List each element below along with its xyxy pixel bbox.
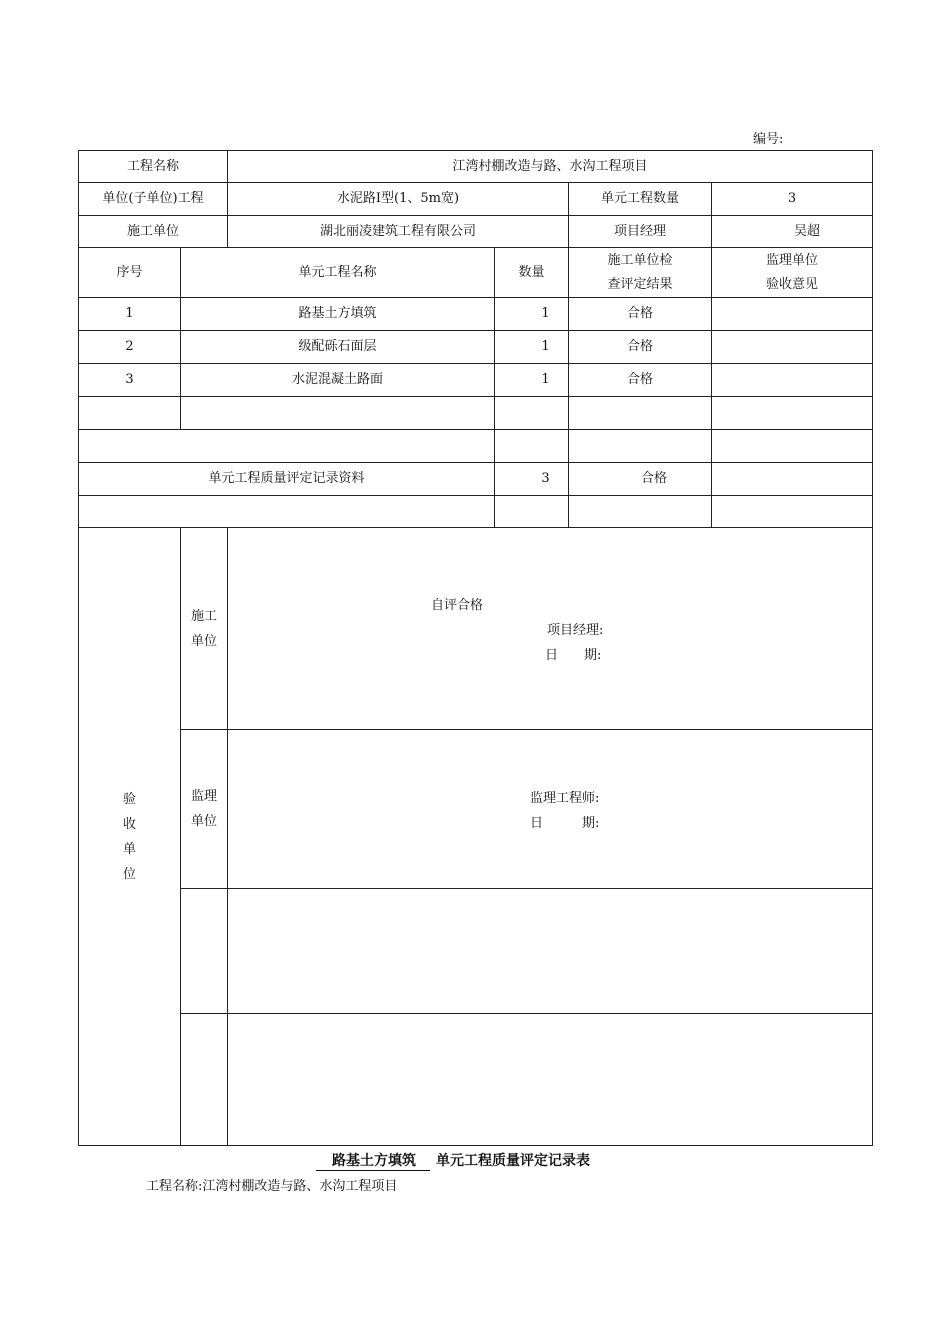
engineer-sign-label: 监理工程师:	[530, 791, 600, 806]
column-header-name: 单元工程名称	[298, 264, 377, 280]
constructor-label: 施工单位	[126, 223, 179, 239]
row-opinion	[712, 331, 872, 363]
row-seq: 2	[125, 339, 134, 354]
project-name-value: 江湾村棚改造与路、水沟工程项目	[452, 158, 648, 174]
row-result: 合格	[626, 339, 653, 354]
row-seq: 1	[125, 306, 134, 321]
row-qty: 1	[541, 339, 550, 354]
constructor-value: 湖北丽凌建筑工程有限公司	[319, 223, 476, 239]
summary-label: 单元工程质量评定记录资料	[208, 471, 365, 486]
unit-value: 水泥路Ⅰ型(1、5m宽)	[336, 191, 460, 206]
constructor-unit-label	[181, 528, 227, 729]
row-opinion	[712, 364, 872, 396]
date-label: 日 期:	[545, 648, 602, 663]
column-header-opinion-line2: 验收意见	[765, 276, 818, 292]
self-eval-text: 自评合格	[431, 598, 484, 613]
unit-count-value: 3	[787, 191, 797, 206]
date-label: 日 期:	[530, 816, 600, 831]
row-qty: 1	[541, 306, 550, 321]
supervisor-unit-char: 单位	[190, 814, 217, 829]
row-name: 水泥混凝土路面	[291, 372, 383, 387]
manager-sign-label: 项目经理:	[547, 623, 604, 638]
acceptance-char: 收	[122, 816, 136, 832]
row-name: 路基土方填筑	[298, 306, 377, 321]
constructor-unit-char: 单位	[190, 633, 217, 649]
summary-qty: 3	[541, 471, 550, 486]
column-header-result	[569, 248, 711, 297]
supervisor-unit-char: 监理	[190, 789, 217, 804]
manager-label: 项目经理	[613, 223, 666, 239]
form-title-subject: 路基土方填筑	[316, 1152, 430, 1171]
summary-result: 合格	[640, 471, 667, 486]
column-header-qty: 数量	[518, 264, 545, 280]
column-header-opinion	[712, 248, 872, 297]
row-result: 合格	[626, 306, 653, 321]
row-name: 级配砾石面层	[298, 339, 377, 354]
supervisor-unit-label	[181, 730, 227, 888]
column-header-seq: 序号	[116, 264, 143, 280]
doc-number-label: 编号:	[753, 132, 784, 147]
row-qty: 1	[541, 372, 550, 387]
manager-value: 吴超	[793, 223, 820, 239]
acceptance-char: 位	[122, 866, 136, 882]
column-header-opinion-line1: 监理单位	[765, 252, 818, 268]
form-title	[316, 1150, 590, 1171]
unit-count-label: 单元工程数量	[600, 191, 679, 206]
acceptance-char: 验	[122, 791, 136, 807]
row-opinion	[712, 298, 872, 330]
footer-project-line: 工程名称:江湾村棚改造与路、水沟工程项目	[146, 1179, 398, 1194]
form-title-rest: 单元工程质量评定记录表	[436, 1153, 590, 1169]
acceptance-group-label	[79, 528, 180, 1145]
column-header-result-line2: 查评定结果	[607, 276, 673, 292]
acceptance-char: 单	[122, 841, 136, 857]
constructor-unit-char: 施工	[190, 608, 217, 624]
column-header-result-line1: 施工单位检	[607, 252, 673, 268]
row-result: 合格	[626, 372, 653, 387]
project-name-label: 工程名称	[126, 158, 179, 174]
unit-label: 单位(子单位)工程	[102, 191, 204, 206]
row-seq: 3	[125, 372, 134, 387]
